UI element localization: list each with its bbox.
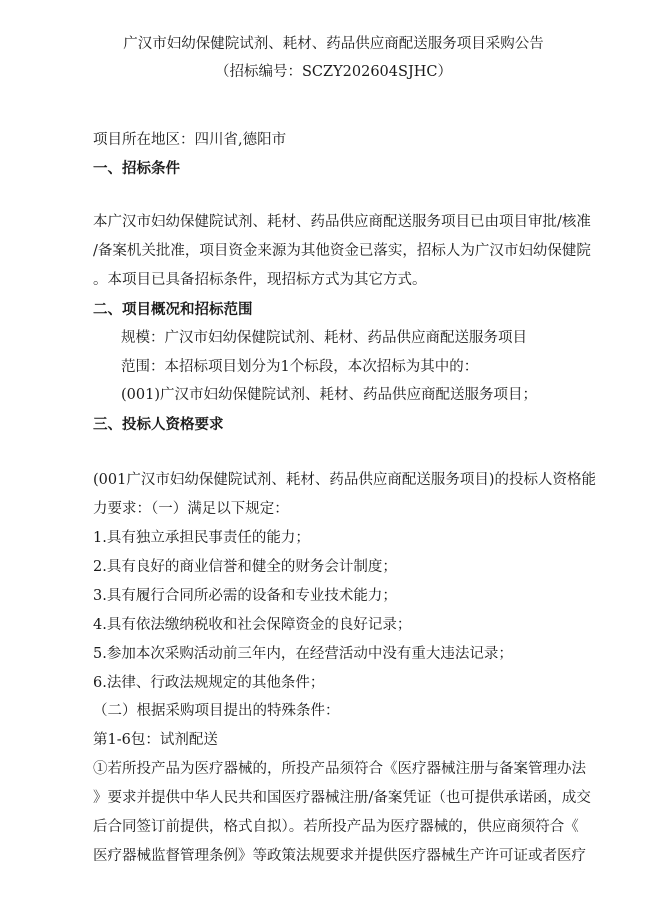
section-1-paragraph-line: /备案机关批准，项目资金来源为其他资金已落实，招标人为广汉市妇幼保健院 [93, 243, 591, 259]
section-2-lot: (001)广汉市妇幼保健院试剂、耗材、药品供应商配送服务项目； [121, 387, 537, 403]
requirement-item: 1.具有独立承担民事责任的能力； [93, 530, 310, 546]
package-label: 第1-6包：试剂配送 [93, 732, 218, 748]
document-title: 广汉市妇幼保健院试剂、耗材、药品供应商配送服务项目采购公告 [123, 36, 544, 52]
condition-line: ①若所投产品为医疗器械的，所投产品须符合《医疗器械注册与备案管理办法 [93, 761, 586, 777]
requirement-item: 3.具有履行合同所必需的设备和专业技术能力； [93, 588, 397, 604]
section-3-heading: 三、投标人资格要求 [93, 416, 224, 433]
section-1-paragraph-line: 本广汉市妇幼保健院试剂、耗材、药品供应商配送服务项目已由项目审批/核准 [93, 214, 591, 230]
requirement-item: 4.具有依法缴纳税收和社会保障资金的良好记录； [93, 617, 412, 633]
section-2-scale: 规模：广汉市妇幼保健院试剂、耗材、药品供应商配送服务项目 [121, 330, 527, 346]
condition-line: 》要求并提供中华人民共和国医疗器械注册/备案凭证（也可提供承诺函，成交 [93, 790, 591, 806]
special-conditions: （二）根据采购项目提出的特殊条件： [93, 703, 340, 719]
requirement-item: 5.参加本次采购活动前三年内，在经营活动中没有重大违法记录； [93, 646, 513, 662]
section-1-paragraph-line: 。本项目已具备招标条件，现招标方式为其它方式。 [93, 272, 427, 288]
section-3-paragraph-line: (001广汉市妇幼保健院试剂、耗材、药品供应商配送服务项目)的投标人资格能 [93, 472, 596, 488]
condition-line: 后合同签订前提供，格式自拟）。若所投产品为医疗器械的，供应商须符合《 [93, 819, 579, 835]
requirement-item: 6.法律、行政法规规定的其他条件； [93, 675, 325, 691]
section-3-paragraph-line: 力要求：（一）满足以下规定： [93, 501, 289, 517]
condition-line: 医疗器械监督管理条例》等政策法规要求并提供医疗器械生产许可证或者医疗 [93, 848, 586, 864]
section-2-heading: 二、项目概况和招标范围 [93, 301, 253, 318]
bid-number: （招标编号：SCZY202604SJHC） [214, 64, 452, 80]
project-region: 项目所在地区：四川省,德阳市 [93, 132, 287, 148]
section-1-heading: 一、招标条件 [93, 160, 180, 177]
section-2-scope: 范围：本招标项目划分为1个标段，本次招标为其中的： [121, 359, 479, 375]
requirement-item: 2.具有良好的商业信誉和健全的财务会计制度； [93, 559, 397, 575]
